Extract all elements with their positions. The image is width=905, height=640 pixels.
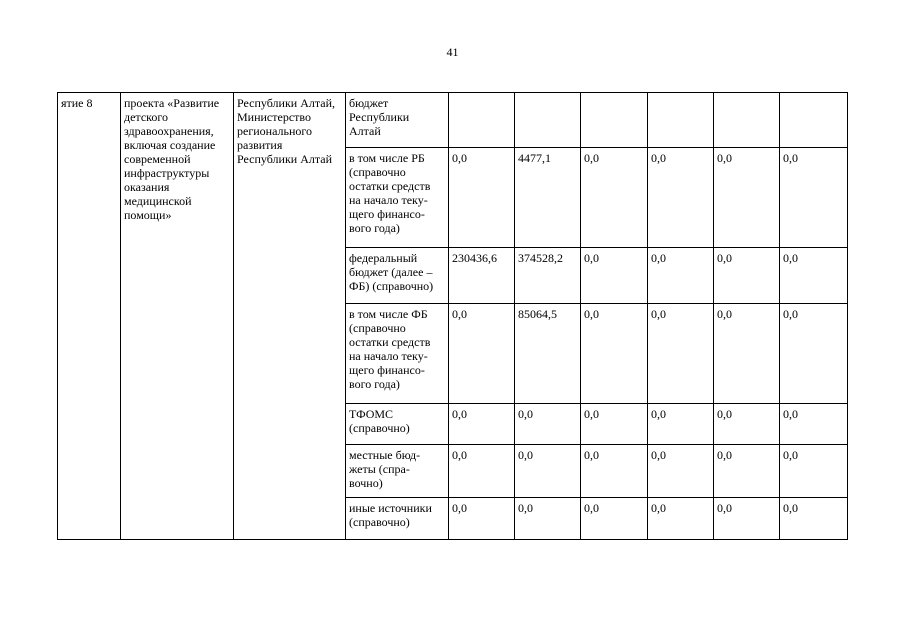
value-cell xyxy=(780,93,848,148)
value-cell: 0,0 xyxy=(581,248,648,304)
source-cell: федеральный бюджет (далее – ФБ) (справочно) xyxy=(346,248,449,304)
value-cell: 0,0 xyxy=(581,404,648,445)
event-number-cell: ятие 8 xyxy=(58,93,121,540)
executor-cell: Республики Алтай, Министерство регионального развития Республики Алтай xyxy=(234,93,346,540)
value-cell xyxy=(648,93,714,148)
value-cell: 0,0 xyxy=(714,404,780,445)
value-cell: 0,0 xyxy=(780,445,848,498)
value-cell: 0,0 xyxy=(449,498,515,540)
value-cell: 0,0 xyxy=(581,445,648,498)
value-cell xyxy=(714,93,780,148)
source-cell: местные бюд- жеты (спра- вочно) xyxy=(346,445,449,498)
value-cell: 0,0 xyxy=(648,148,714,248)
value-cell: 0,0 xyxy=(714,148,780,248)
value-cell: 0,0 xyxy=(648,498,714,540)
value-cell: 0,0 xyxy=(780,304,848,404)
source-cell: иные источники (справочно) xyxy=(346,498,449,540)
value-cell: 0,0 xyxy=(648,445,714,498)
value-cell: 0,0 xyxy=(648,404,714,445)
source-cell: в том числе ФБ (справочно остатки средств на начало теку- щего финансо- вого года) xyxy=(346,304,449,404)
value-cell: 0,0 xyxy=(449,304,515,404)
budget-table xyxy=(57,92,848,540)
value-cell: 0,0 xyxy=(648,304,714,404)
value-cell: 0,0 xyxy=(780,498,848,540)
page-number: 41 xyxy=(446,45,459,59)
table-row xyxy=(58,93,848,148)
value-cell: 0,0 xyxy=(515,498,581,540)
value-cell: 0,0 xyxy=(581,304,648,404)
value-cell: 0,0 xyxy=(515,445,581,498)
value-cell: 0,0 xyxy=(581,148,648,248)
value-cell: 230436,6 xyxy=(449,248,515,304)
value-cell: 0,0 xyxy=(714,248,780,304)
value-cell: 0,0 xyxy=(449,404,515,445)
project-name-cell: проекта «Развитие детского здравоохранения, включая создание современной инфраструктуры оказания медицинской помощи» xyxy=(121,93,234,540)
value-cell: 0,0 xyxy=(714,304,780,404)
value-cell: 0,0 xyxy=(648,248,714,304)
value-cell: 0,0 xyxy=(581,498,648,540)
value-cell: 0,0 xyxy=(449,148,515,248)
value-cell: 0,0 xyxy=(714,498,780,540)
value-cell: 4477,1 xyxy=(515,148,581,248)
source-cell: бюджет Республики Алтай xyxy=(346,93,449,148)
value-cell: 0,0 xyxy=(449,445,515,498)
value-cell: 0,0 xyxy=(780,148,848,248)
value-cell xyxy=(581,93,648,148)
value-cell: 0,0 xyxy=(714,445,780,498)
value-cell: 0,0 xyxy=(780,404,848,445)
source-cell: в том числе РБ (справочно остатки средств на начало теку- щего финансо- вого года) xyxy=(346,148,449,248)
value-cell: 374528,2 xyxy=(515,248,581,304)
value-cell: 0,0 xyxy=(780,248,848,304)
value-cell xyxy=(449,93,515,148)
value-cell: 0,0 xyxy=(515,404,581,445)
value-cell xyxy=(515,93,581,148)
value-cell: 85064,5 xyxy=(515,304,581,404)
source-cell: ТФОМС (справочно) xyxy=(346,404,449,445)
